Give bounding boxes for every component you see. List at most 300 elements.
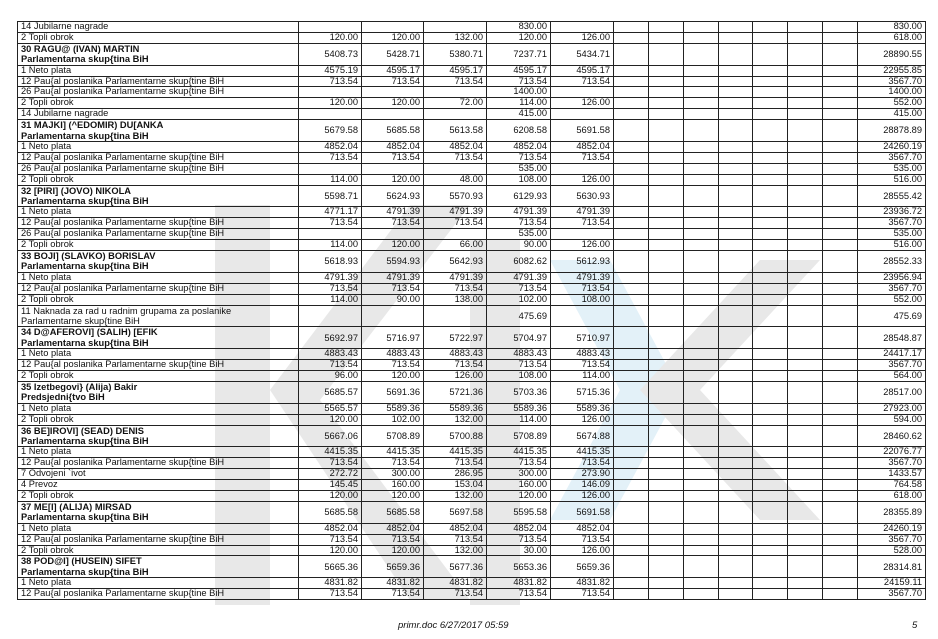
empty-cell xyxy=(823,305,858,327)
table-row xyxy=(18,349,926,360)
month-value-cell: 126.00 xyxy=(551,98,614,109)
row-label xyxy=(18,523,299,534)
item-label: 14 Jubilarne nagrade xyxy=(21,108,109,119)
total-cell: 618.00 xyxy=(858,32,926,43)
empty-cell xyxy=(719,283,753,294)
empty-cell xyxy=(719,218,753,229)
item-label: 1 Neto plata xyxy=(21,141,72,151)
empty-cell xyxy=(788,490,823,501)
month-value-cell: 5589.36 xyxy=(551,403,614,414)
empty-cell xyxy=(614,556,649,578)
row-label xyxy=(18,283,299,294)
empty-cell xyxy=(719,87,753,98)
item-label: 26 Pau{al poslanika Parlamentarne skup{tine BiH xyxy=(21,163,225,173)
empty-cell xyxy=(614,141,649,152)
row-label xyxy=(18,545,299,556)
empty-cell xyxy=(788,272,823,283)
person-row xyxy=(18,425,926,447)
empty-cell xyxy=(823,22,858,33)
month-value-cell: 5685.57 xyxy=(299,381,362,403)
empty-cell xyxy=(823,120,858,142)
empty-cell xyxy=(684,490,719,501)
item-label: 12 Pau{al poslanika Parlamentarne skup{tine BiH xyxy=(21,359,225,370)
total-cell: 28517.00 xyxy=(858,381,926,403)
month-value-cell xyxy=(424,22,487,33)
month-value-cell xyxy=(299,109,362,120)
month-value-cell: 126.00 xyxy=(551,414,614,425)
empty-cell xyxy=(788,32,823,43)
empty-cell xyxy=(719,109,753,120)
organization-label: Parlamentarna skup{tina BiH xyxy=(21,196,149,206)
empty-cell xyxy=(614,534,649,545)
total-cell: 28878.89 xyxy=(858,120,926,142)
month-value-cell: 4852.04 xyxy=(487,523,551,534)
month-value-cell: 120.00 xyxy=(362,490,424,501)
footer-filename-date: primr.doc 6/27/2017 05:59 xyxy=(398,620,509,631)
empty-cell xyxy=(788,469,823,480)
empty-cell xyxy=(753,163,788,174)
month-value-cell: 5679.58 xyxy=(299,120,362,142)
month-value-cell xyxy=(424,87,487,98)
empty-cell xyxy=(649,501,684,523)
empty-cell xyxy=(719,163,753,174)
empty-cell xyxy=(788,447,823,458)
empty-cell xyxy=(823,283,858,294)
month-value-cell: 4771.17 xyxy=(299,207,362,218)
month-value-cell: 5642.93 xyxy=(424,251,487,273)
month-value-cell: 286.95 xyxy=(424,469,487,480)
month-value-cell: 713.54 xyxy=(487,589,551,600)
person-row xyxy=(18,185,926,207)
person-row xyxy=(18,381,926,403)
empty-cell xyxy=(614,272,649,283)
table-row xyxy=(18,98,926,109)
empty-cell xyxy=(614,425,649,447)
table-row xyxy=(18,490,926,501)
total-cell: 28552.33 xyxy=(858,251,926,273)
month-value-cell: 535.00 xyxy=(487,229,551,240)
empty-cell xyxy=(753,65,788,76)
empty-cell xyxy=(823,327,858,349)
table-row xyxy=(18,534,926,545)
empty-cell xyxy=(753,22,788,33)
row-label xyxy=(18,87,299,98)
month-value-cell xyxy=(362,109,424,120)
person-name: 38 POD@I] (HUSEIN) SIFET xyxy=(21,556,142,567)
empty-cell xyxy=(614,469,649,480)
month-value-cell: 713.54 xyxy=(424,218,487,229)
empty-cell xyxy=(684,98,719,109)
month-value-cell: 713.54 xyxy=(551,589,614,600)
empty-cell xyxy=(649,425,684,447)
total-cell: 3567.70 xyxy=(858,458,926,469)
month-value-cell: 713.54 xyxy=(424,152,487,163)
total-cell: 764.58 xyxy=(858,480,926,491)
month-value-cell xyxy=(424,305,487,327)
empty-cell xyxy=(684,120,719,142)
empty-cell xyxy=(684,65,719,76)
empty-cell xyxy=(719,523,753,534)
empty-cell xyxy=(719,589,753,600)
empty-cell xyxy=(614,414,649,425)
empty-cell xyxy=(719,65,753,76)
month-value-cell: 713.54 xyxy=(551,534,614,545)
month-value-cell xyxy=(424,229,487,240)
empty-cell xyxy=(684,294,719,305)
month-value-cell: 5677.36 xyxy=(424,556,487,578)
empty-cell xyxy=(614,43,649,65)
month-value-cell xyxy=(551,22,614,33)
item-label: 2 Topli obrok xyxy=(21,545,74,555)
empty-cell xyxy=(823,76,858,87)
month-value-cell: 4791.39 xyxy=(424,272,487,283)
empty-cell xyxy=(719,76,753,87)
empty-cell xyxy=(788,185,823,207)
empty-cell xyxy=(788,218,823,229)
month-value-cell: 4831.82 xyxy=(551,578,614,589)
empty-cell xyxy=(684,22,719,33)
total-cell: 552.00 xyxy=(858,294,926,305)
empty-cell xyxy=(823,403,858,414)
empty-cell xyxy=(753,425,788,447)
empty-cell xyxy=(649,65,684,76)
empty-cell xyxy=(823,447,858,458)
empty-cell xyxy=(753,185,788,207)
empty-cell xyxy=(753,98,788,109)
empty-cell xyxy=(823,425,858,447)
salary-table xyxy=(17,21,926,600)
total-cell: 516.00 xyxy=(858,174,926,185)
organization-label: Parlamentarna skup{tina BiH xyxy=(21,130,149,141)
month-value-cell: 5691.58 xyxy=(551,501,614,523)
empty-cell xyxy=(649,98,684,109)
empty-cell xyxy=(823,501,858,523)
empty-cell xyxy=(823,381,858,403)
empty-cell xyxy=(649,87,684,98)
empty-cell xyxy=(614,447,649,458)
empty-cell xyxy=(649,534,684,545)
month-value-cell: 713.54 xyxy=(362,360,424,371)
month-value-cell: 713.54 xyxy=(487,283,551,294)
empty-cell xyxy=(719,545,753,556)
table-row xyxy=(18,272,926,283)
empty-cell xyxy=(649,174,684,185)
month-value-cell: 5665.36 xyxy=(299,556,362,578)
empty-cell xyxy=(823,294,858,305)
month-value-cell xyxy=(362,229,424,240)
month-value-cell: 5659.36 xyxy=(551,556,614,578)
row-label xyxy=(18,185,299,207)
person-name: 35 Izetbegovi} (Alija) Bakir xyxy=(21,381,138,392)
empty-cell xyxy=(649,371,684,382)
empty-cell xyxy=(614,490,649,501)
row-label xyxy=(18,414,299,425)
total-cell: 3567.70 xyxy=(858,218,926,229)
table-row xyxy=(18,545,926,556)
empty-cell xyxy=(753,578,788,589)
month-value-cell: 4791.39 xyxy=(362,207,424,218)
row-label xyxy=(18,490,299,501)
empty-cell xyxy=(823,87,858,98)
month-value-cell: 4852.04 xyxy=(551,141,614,152)
empty-cell xyxy=(788,87,823,98)
empty-cell xyxy=(614,458,649,469)
organization-label: Parlamentarne skup{tine BiH xyxy=(21,315,140,326)
empty-cell xyxy=(719,305,753,327)
row-label xyxy=(18,218,299,229)
month-value-cell xyxy=(551,305,614,327)
empty-cell xyxy=(684,185,719,207)
month-value-cell: 5692.97 xyxy=(299,327,362,349)
empty-cell xyxy=(719,98,753,109)
total-cell: 516.00 xyxy=(858,240,926,251)
row-label xyxy=(18,589,299,600)
empty-cell xyxy=(614,589,649,600)
empty-cell xyxy=(788,141,823,152)
month-value-cell: 713.54 xyxy=(299,218,362,229)
empty-cell xyxy=(823,229,858,240)
table-row xyxy=(18,141,926,152)
month-value-cell: 96.00 xyxy=(299,371,362,382)
row-label xyxy=(18,425,299,447)
empty-cell xyxy=(788,65,823,76)
item-label: 2 Topli obrok xyxy=(21,370,74,380)
month-value-cell: 713.54 xyxy=(362,589,424,600)
total-cell: 535.00 xyxy=(858,229,926,240)
month-value-cell: 5715.36 xyxy=(551,381,614,403)
empty-cell xyxy=(649,294,684,305)
empty-cell xyxy=(614,240,649,251)
empty-cell xyxy=(753,109,788,120)
month-value-cell xyxy=(424,163,487,174)
month-value-cell xyxy=(551,87,614,98)
empty-cell xyxy=(684,360,719,371)
month-value-cell: 72.00 xyxy=(424,98,487,109)
total-cell: 23936.72 xyxy=(858,207,926,218)
empty-cell xyxy=(719,174,753,185)
empty-cell xyxy=(649,272,684,283)
empty-cell xyxy=(614,501,649,523)
empty-cell xyxy=(614,545,649,556)
empty-cell xyxy=(719,381,753,403)
month-value-cell: 5428.71 xyxy=(362,43,424,65)
empty-cell xyxy=(788,349,823,360)
empty-cell xyxy=(649,218,684,229)
empty-cell xyxy=(649,283,684,294)
person-name: 34 D@AFEROVI] (SALIH) [EFIK xyxy=(21,327,158,338)
empty-cell xyxy=(719,22,753,33)
empty-cell xyxy=(788,480,823,491)
item-label: 12 Pau{al poslanika Parlamentarne skup{tine BiH xyxy=(21,152,225,162)
total-cell: 28555.42 xyxy=(858,185,926,207)
empty-cell xyxy=(719,480,753,491)
empty-cell xyxy=(684,251,719,273)
empty-cell xyxy=(684,349,719,360)
empty-cell xyxy=(719,240,753,251)
empty-cell xyxy=(649,185,684,207)
month-value-cell: 4852.04 xyxy=(362,523,424,534)
month-value-cell: 713.54 xyxy=(362,458,424,469)
empty-cell xyxy=(649,305,684,327)
empty-cell xyxy=(649,578,684,589)
item-label: 7 Odvojeni `ivot xyxy=(21,468,86,479)
table-row xyxy=(18,174,926,185)
row-label xyxy=(18,294,299,305)
month-value-cell: 108.00 xyxy=(487,371,551,382)
empty-cell xyxy=(753,174,788,185)
row-label xyxy=(18,152,299,163)
empty-cell xyxy=(649,43,684,65)
row-label xyxy=(18,327,299,349)
month-value-cell: 713.54 xyxy=(487,458,551,469)
empty-cell xyxy=(614,403,649,414)
item-label: 1 Neto plata xyxy=(21,272,72,282)
month-value-cell: 4852.04 xyxy=(424,141,487,152)
month-value-cell: 4791.39 xyxy=(487,272,551,283)
month-value-cell: 120.00 xyxy=(362,371,424,382)
month-value-cell: 108.00 xyxy=(551,294,614,305)
month-value-cell: 114.00 xyxy=(299,174,362,185)
empty-cell xyxy=(614,218,649,229)
item-label: 1 Neto plata xyxy=(21,65,72,75)
month-value-cell: 120.00 xyxy=(362,240,424,251)
empty-cell xyxy=(649,76,684,87)
empty-cell xyxy=(684,87,719,98)
month-value-cell: 713.54 xyxy=(551,283,614,294)
month-value-cell: 146.09 xyxy=(551,480,614,491)
empty-cell xyxy=(788,207,823,218)
empty-cell xyxy=(719,251,753,273)
empty-cell xyxy=(614,22,649,33)
person-name: 32 [PIRI] (JOVO) NIKOLA xyxy=(21,185,132,196)
empty-cell xyxy=(788,501,823,523)
empty-cell xyxy=(684,447,719,458)
total-cell: 28548.87 xyxy=(858,327,926,349)
month-value-cell: 5716.97 xyxy=(362,327,424,349)
empty-cell xyxy=(614,32,649,43)
empty-cell xyxy=(614,76,649,87)
empty-cell xyxy=(684,480,719,491)
empty-cell xyxy=(649,327,684,349)
month-value-cell: 273.90 xyxy=(551,469,614,480)
empty-cell xyxy=(823,251,858,273)
month-value-cell xyxy=(299,87,362,98)
month-value-cell: 114.00 xyxy=(551,371,614,382)
empty-cell xyxy=(788,305,823,327)
empty-cell xyxy=(788,283,823,294)
empty-cell xyxy=(649,32,684,43)
empty-cell xyxy=(649,523,684,534)
empty-cell xyxy=(753,240,788,251)
empty-cell xyxy=(649,349,684,360)
month-value-cell: 4852.04 xyxy=(487,141,551,152)
empty-cell xyxy=(684,240,719,251)
total-cell: 28355.89 xyxy=(858,501,926,523)
month-value-cell: 4831.82 xyxy=(487,578,551,589)
month-value-cell: 5685.58 xyxy=(362,120,424,142)
person-row xyxy=(18,43,926,65)
month-value-cell: 4791.39 xyxy=(424,207,487,218)
row-label xyxy=(18,501,299,523)
total-cell: 3567.70 xyxy=(858,283,926,294)
empty-cell xyxy=(649,469,684,480)
month-value-cell: 5704.97 xyxy=(487,327,551,349)
total-cell: 22076.77 xyxy=(858,447,926,458)
empty-cell xyxy=(753,414,788,425)
empty-cell xyxy=(684,327,719,349)
empty-cell xyxy=(684,458,719,469)
month-value-cell: 713.54 xyxy=(362,152,424,163)
month-value-cell: 132.00 xyxy=(424,545,487,556)
item-label: 26 Pau{al poslanika Parlamentarne skup{tine BiH xyxy=(21,228,225,239)
table-row xyxy=(18,294,926,305)
empty-cell xyxy=(823,480,858,491)
month-value-cell: 6208.58 xyxy=(487,120,551,142)
month-value-cell: 713.54 xyxy=(299,458,362,469)
month-value-cell: 5618.93 xyxy=(299,251,362,273)
month-value-cell: 120.00 xyxy=(362,545,424,556)
empty-cell xyxy=(614,207,649,218)
month-value-cell: 475.69 xyxy=(487,305,551,327)
empty-cell xyxy=(649,141,684,152)
month-value-cell: 4883.43 xyxy=(362,349,424,360)
empty-cell xyxy=(788,251,823,273)
month-value-cell: 5630.93 xyxy=(551,185,614,207)
month-value-cell: 120.00 xyxy=(299,32,362,43)
month-value-cell: 5674.88 xyxy=(551,425,614,447)
month-value-cell: 713.54 xyxy=(551,76,614,87)
empty-cell xyxy=(614,283,649,294)
month-value-cell: 5589.36 xyxy=(487,403,551,414)
empty-cell xyxy=(753,589,788,600)
empty-cell xyxy=(753,360,788,371)
empty-cell xyxy=(614,163,649,174)
item-label: 2 Topli obrok xyxy=(21,174,74,184)
empty-cell xyxy=(614,480,649,491)
organization-label: Parlamentarna skup{tina BiH xyxy=(21,512,149,523)
empty-cell xyxy=(719,469,753,480)
empty-cell xyxy=(684,578,719,589)
month-value-cell: 120.00 xyxy=(362,174,424,185)
item-label: 1 Neto plata xyxy=(21,577,72,588)
page-number: 5 xyxy=(912,620,918,631)
month-value-cell: 713.54 xyxy=(424,589,487,600)
empty-cell xyxy=(614,120,649,142)
item-label: 2 Topli obrok xyxy=(21,32,74,42)
table-row xyxy=(18,589,926,600)
month-value-cell: 5408.73 xyxy=(299,43,362,65)
item-label: 11 Naknada za rad u radnim grupama za poslanike xyxy=(21,305,232,316)
empty-cell xyxy=(614,87,649,98)
total-cell: 618.00 xyxy=(858,490,926,501)
empty-cell xyxy=(649,414,684,425)
month-value-cell: 4415.35 xyxy=(299,447,362,458)
month-value-cell: 4883.43 xyxy=(487,349,551,360)
month-value-cell: 4595.17 xyxy=(362,65,424,76)
person-row xyxy=(18,327,926,349)
month-value-cell: 145.45 xyxy=(299,480,362,491)
empty-cell xyxy=(823,174,858,185)
month-value-cell: 1400.00 xyxy=(487,87,551,98)
month-value-cell: 713.54 xyxy=(424,534,487,545)
month-value-cell: 5565.57 xyxy=(299,403,362,414)
total-cell: 3567.70 xyxy=(858,534,926,545)
month-value-cell: 120.00 xyxy=(299,414,362,425)
table-row xyxy=(18,32,926,43)
month-value-cell: 114.00 xyxy=(487,414,551,425)
empty-cell xyxy=(719,425,753,447)
empty-cell xyxy=(753,403,788,414)
